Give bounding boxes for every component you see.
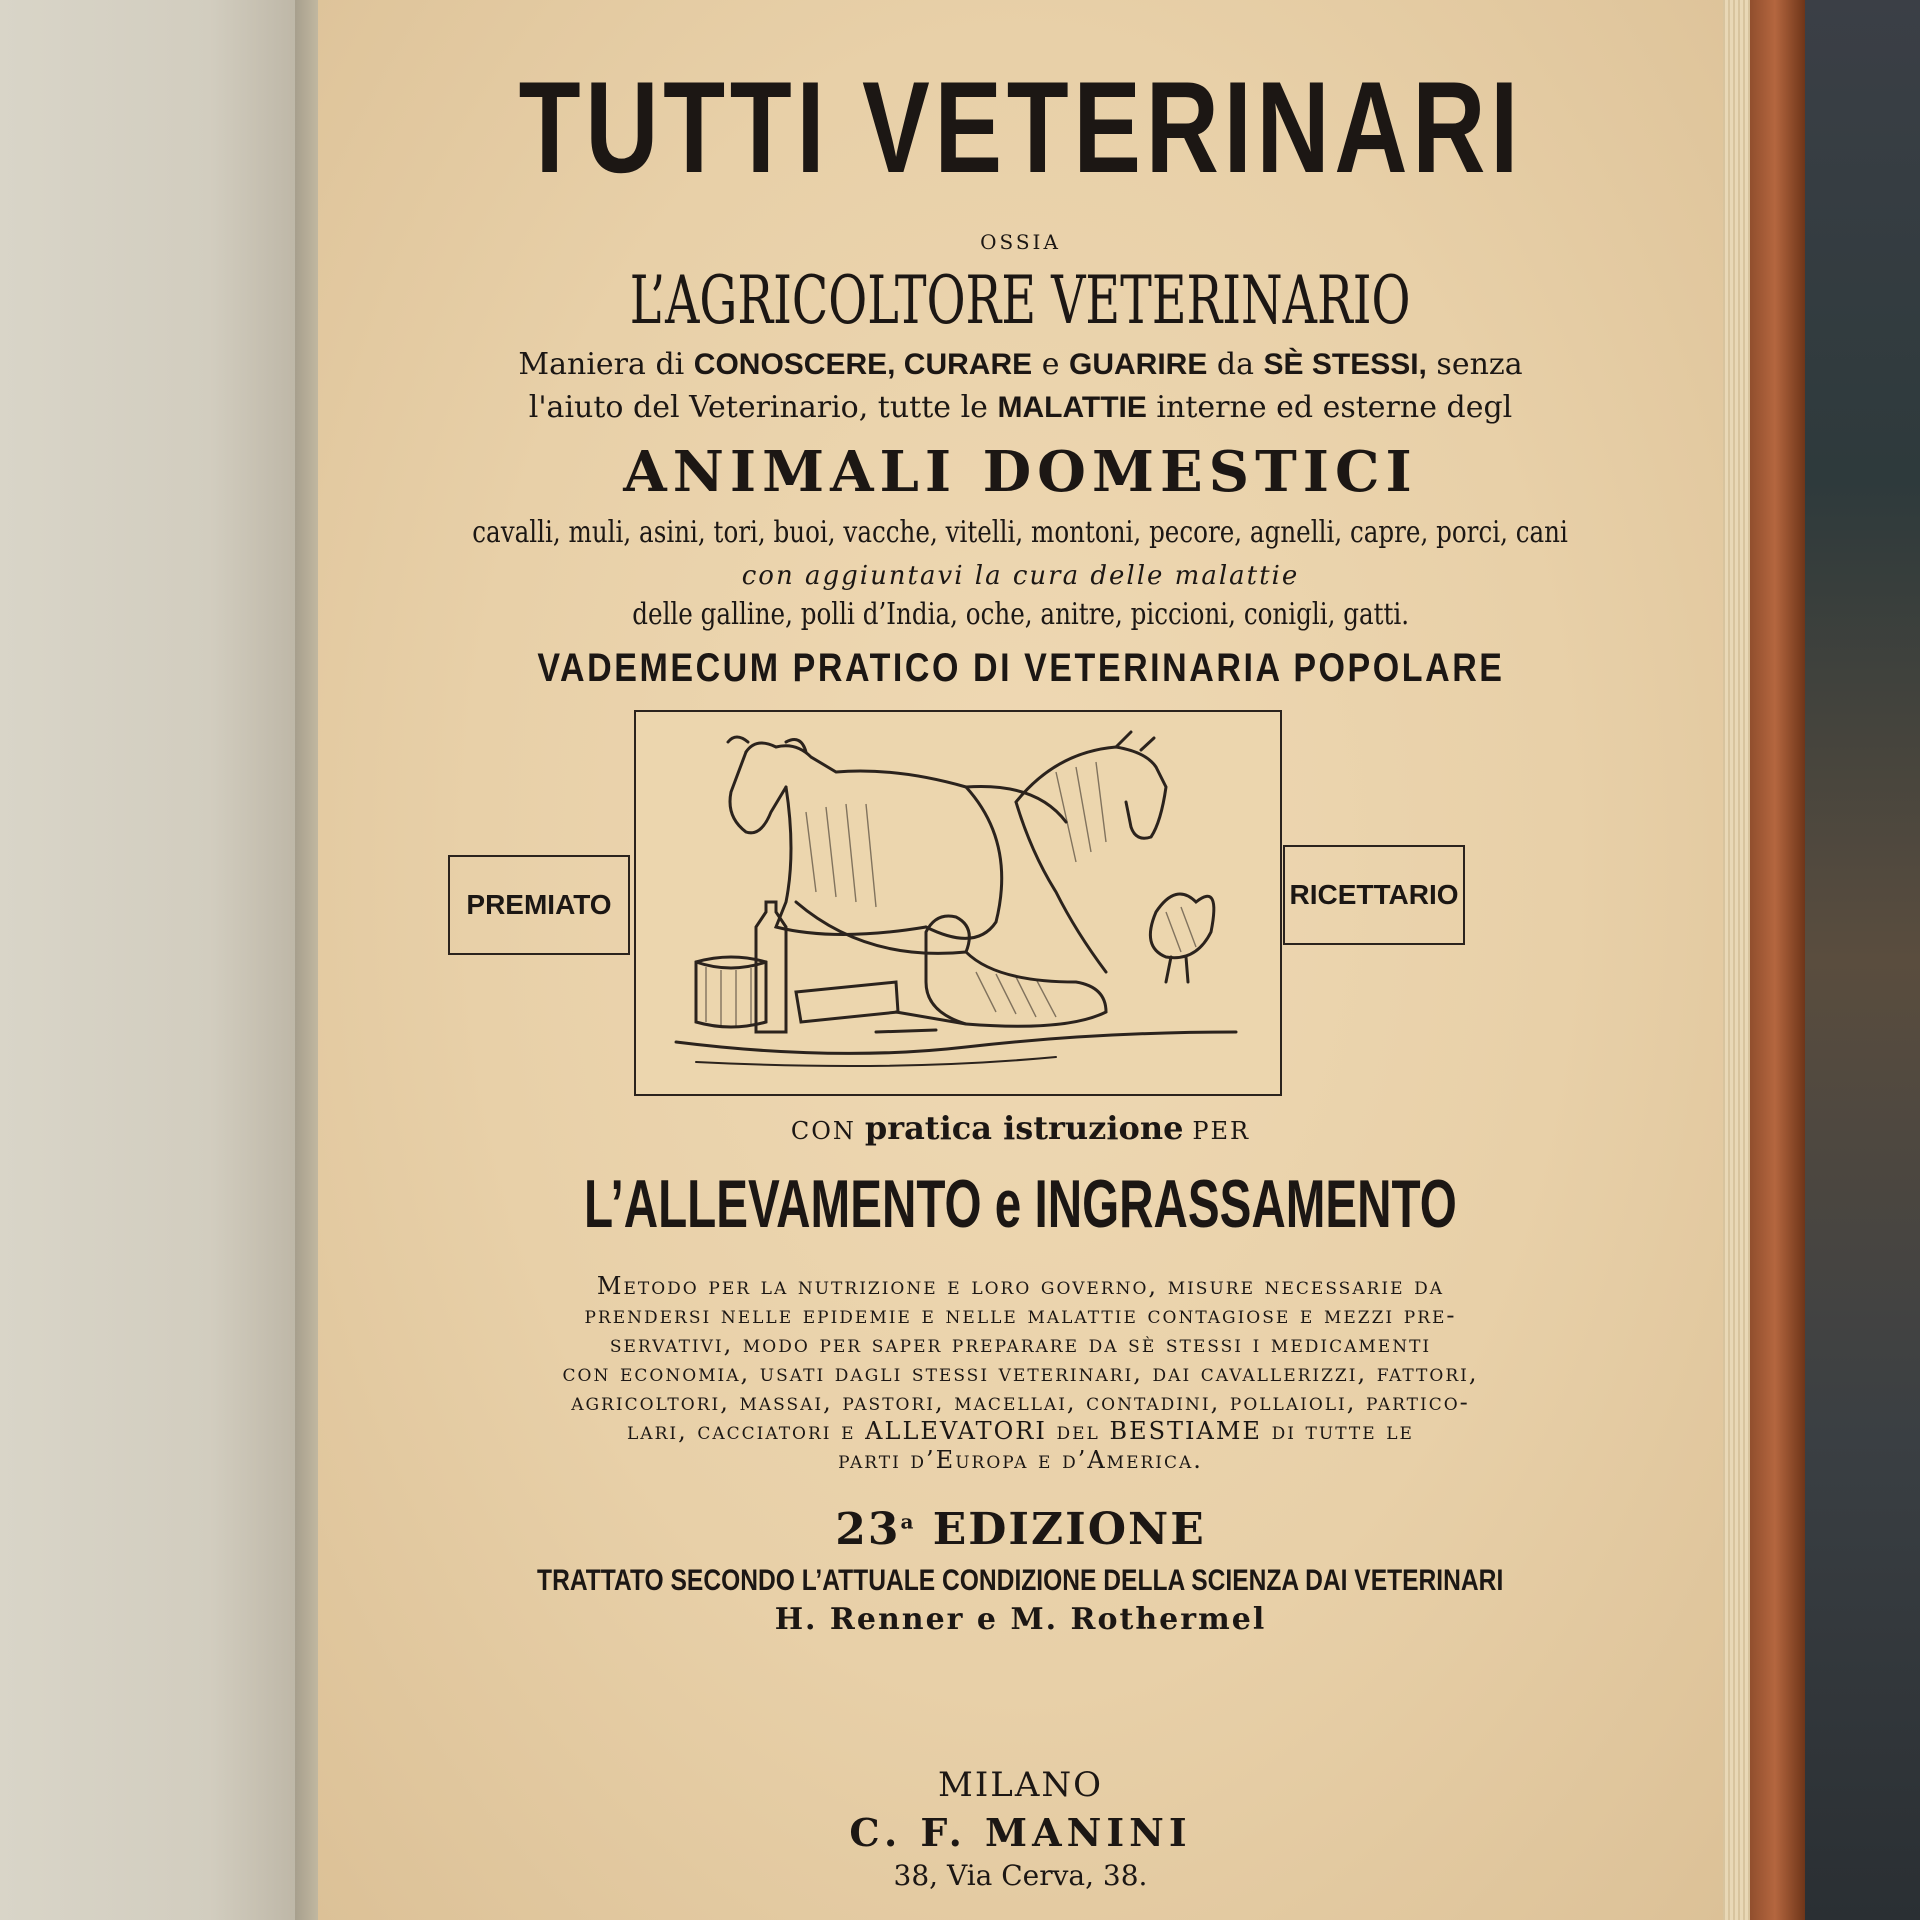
animals-engraving <box>634 710 1282 1096</box>
method-line: lari, cacciatori e ALLEVATORI del BESTIAME di tutte le <box>627 1417 1414 1445</box>
method-line: prendersi nelle epidemie e nelle malattie contagiose e mezzi pre- <box>584 1301 1457 1329</box>
method-paragraph <box>378 1272 1663 1475</box>
method-line: agricoltori, massai, pastori, macellai, contadini, pollaioli, partico- <box>571 1388 1470 1416</box>
aggiunta-line: con aggiuntavi la cura delle malattie <box>741 561 1300 591</box>
ossia-text: OSSIA <box>980 230 1061 254</box>
book-title: TUTTI VETERINARI <box>518 54 1523 200</box>
premiato-badge: PREMIATO <box>448 855 630 955</box>
edition-line: 23$^a$ EDIZIONE <box>835 1504 1206 1555</box>
title-page <box>318 0 1723 1920</box>
book-cover-edge <box>1745 0 1805 1920</box>
imprint-city: MILANO <box>938 1765 1103 1805</box>
book-subtitle: L’AGRICOLTORE VETERINARIO <box>630 262 1411 339</box>
vademecum-heading: VADEMECUM PRATICO DI VETERINARIA POPOLARE <box>536 646 1505 690</box>
allevamento-heading: L’ALLEVAMENTO e INGRASSAMENTO <box>584 1166 1457 1242</box>
con-pratica-line: CON pratica istruzione PER <box>790 1109 1251 1147</box>
method-line: servativi, modo per saper preparare da sè stessi i medicamenti <box>609 1330 1432 1358</box>
method-line: con economia, usati dagli stessi veterinari, dai cavallerizzi, fattori, <box>562 1359 1479 1387</box>
page-edges <box>1720 0 1750 1920</box>
poultry-list: delle galline, polli d’India, oche, anitre, piccioni, conigli, gatti. <box>632 597 1409 632</box>
method-line: parti d’Europa e d’America. <box>838 1446 1203 1474</box>
trattato-line: TRATTATO SECONDO L’ATTUALE CONDIZIONE DELLA SCIENZA DAI VETERINARI <box>537 1564 1504 1597</box>
ricettario-badge: RICETTARIO <box>1283 845 1465 945</box>
description-line-1: Maniera di CONOSCERE, CURARE e GUARIRE da SÈ STESSI, senza <box>518 347 1523 382</box>
engraving-illustration <box>636 712 1280 1094</box>
imprint-publisher: C. F. MANINI <box>849 1810 1192 1855</box>
left-blank-page <box>0 0 300 1920</box>
description-line-2: l'aiuto del Veterinario, tutte le MALATTIE interne ed esterne degl <box>528 390 1513 425</box>
imprint-address: 38, Via Cerva, 38. <box>893 1859 1148 1892</box>
method-line: Metodo per la nutrizione e loro governo, misure necessarie da <box>596 1272 1445 1300</box>
animali-heading: ANIMALI DOMESTICI <box>623 439 1418 505</box>
authors-line: H. Renner e M. Rothermel <box>774 1602 1267 1637</box>
species-list: cavalli, muli, asini, tori, buoi, vacche, vitelli, montoni, pecore, agnelli, capre, porci, cani <box>472 515 1569 550</box>
